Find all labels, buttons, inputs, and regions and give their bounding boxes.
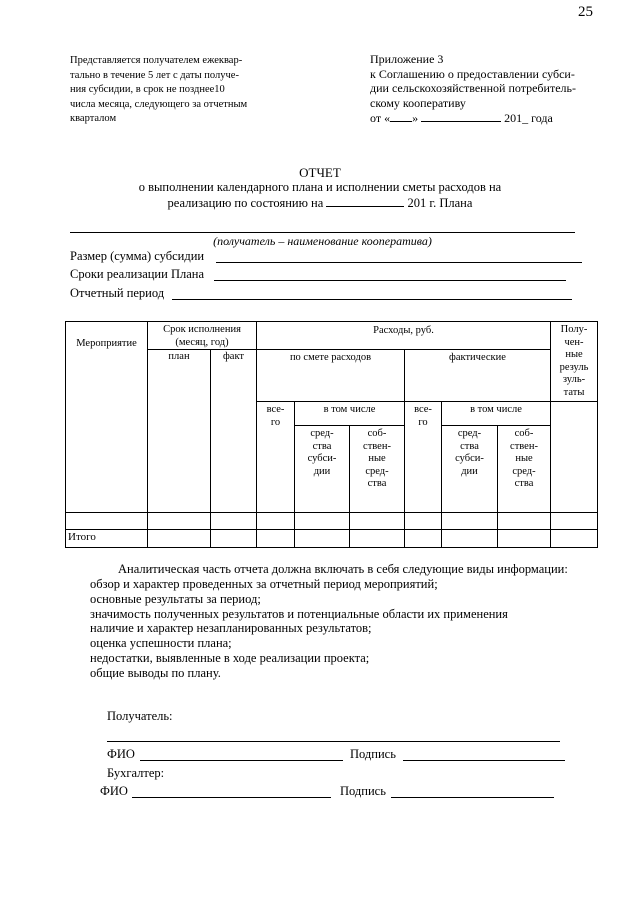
accountant-label: Бухгалтер:: [107, 766, 165, 780]
report-title: ОТЧЕТ: [299, 165, 341, 180]
col-by-estimate-header: по смете расходов: [289, 352, 372, 363]
fio-label: ФИО: [107, 747, 135, 761]
note-line: числа месяца, следующего за отчетным: [70, 98, 248, 110]
analysis-item: недостатки, выявленные в ходе реализации проекта;: [90, 651, 370, 665]
sign-label: Подпись: [350, 747, 396, 761]
accountant-sign-line[interactable]: [391, 797, 554, 798]
appendix-date: от « » 201_ года: [370, 111, 553, 125]
col-expenses-header: Расходы, руб.: [373, 325, 434, 336]
col-total-estimate: все- го: [266, 404, 285, 428]
col-subsidy-actual: сред- ства субси- дии: [455, 428, 484, 477]
terms-label: Сроки реализации Плана: [70, 267, 204, 281]
col-term-header: Срок исполнения (месяц, год): [163, 324, 241, 348]
col-event-header: Мероприятие: [76, 338, 137, 349]
analysis-item: основные результаты за период;: [90, 592, 261, 606]
accountant-fio-line[interactable]: [132, 797, 331, 798]
analysis-intro: Аналитическая часть отчета должна включать в себя следующие виды информации:: [118, 562, 568, 576]
recipient-label: Получатель:: [107, 709, 173, 723]
col-actual-header: фактические: [449, 352, 506, 363]
note-line: тально в течение 5 лет с даты получе-: [70, 69, 239, 81]
analysis-item: оценка успешности плана;: [90, 636, 232, 650]
appendix-line: к Соглашению о предоставлении субси-: [370, 66, 575, 81]
analysis-item: значимость полученных результатов и потенциальные области их применения: [90, 607, 508, 621]
col-results-header: Полу- чен- ные резуль зуль- таты: [559, 324, 589, 398]
analysis-item: общие выводы по плану.: [90, 666, 221, 680]
row-total-label: Итого: [68, 531, 96, 543]
col-plan-header: план: [168, 351, 190, 362]
recipient-sign-line[interactable]: [107, 741, 560, 742]
amount-label: Размер (сумма) субсидии: [70, 249, 205, 263]
accountant-sign-label: Подпись: [340, 784, 386, 798]
accountant-fio-label: ФИО: [100, 784, 128, 798]
col-total-actual: все- го: [414, 404, 432, 428]
col-including-estimate: в том числе: [323, 404, 376, 415]
page-number: 25: [578, 4, 593, 20]
note-line: Представляется получателем ежеквар-: [70, 55, 243, 66]
col-own-actual: соб- ствен- ные сред- ства: [510, 428, 538, 489]
sign-line[interactable]: [403, 760, 565, 761]
recipient-caption: (получатель – наименование кооператива): [213, 234, 432, 248]
appendix-line: скому кооперативу: [370, 95, 466, 110]
report-subtitle-date: реализацию по состоянию на 201 г. Плана: [167, 196, 473, 210]
note-line: ния субсидии, в срок не позднее10: [70, 84, 225, 95]
col-fact-header: факт: [222, 351, 244, 362]
fio-line[interactable]: [140, 760, 343, 761]
appendix-title: Приложение 3: [370, 52, 444, 66]
report-subtitle: о выполнении календарного плана и исполнении сметы расходов на: [138, 180, 502, 194]
analysis-item: обзор и характер проведенных за отчетный период мероприятий;: [90, 577, 438, 591]
col-own-estimate: соб- ствен- ные сред- ства: [363, 428, 391, 489]
analysis-item: наличие и характер незапланированных результатов;: [90, 621, 372, 635]
col-subsidy-estimate: сред- ства субси- дии: [307, 428, 337, 477]
appendix-line: дии сельскохозяйственной потребитель-: [370, 81, 576, 95]
note-line: кварталом: [70, 113, 117, 124]
period-label: Отчетный период: [70, 286, 165, 300]
col-including-actual: в том числе: [470, 404, 522, 415]
